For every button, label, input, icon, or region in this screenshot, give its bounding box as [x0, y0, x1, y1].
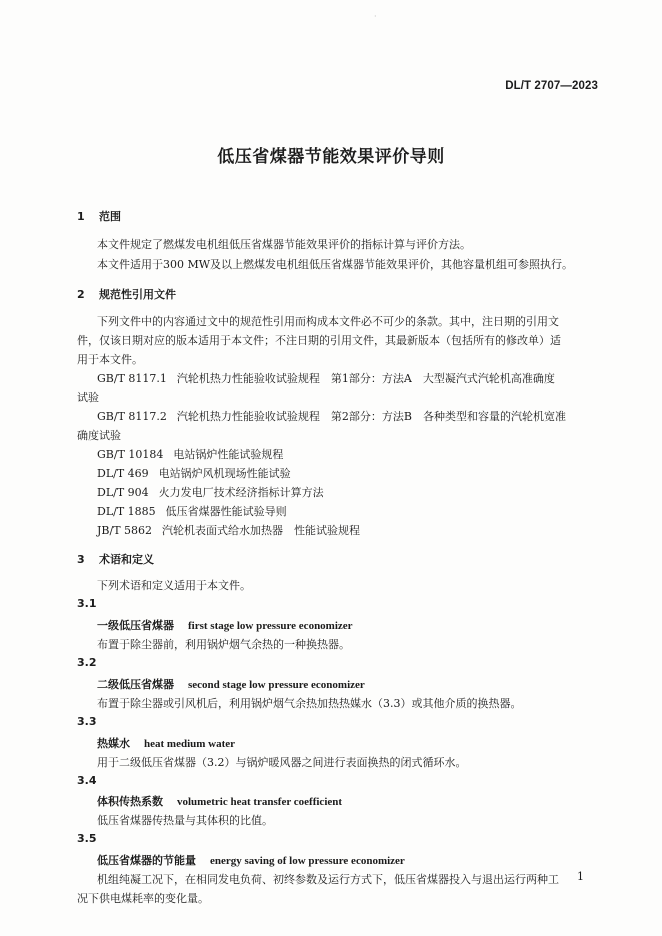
section-heading-normative-refs	[77, 286, 176, 302]
reference-item	[97, 370, 555, 386]
term-definition: 况下供电煤耗率的变化量。	[77, 892, 209, 905]
term-number: 3.3	[77, 715, 97, 728]
reference-code: JB/T 5862	[97, 524, 153, 537]
section-title: 术语和定义	[99, 553, 154, 566]
term-zh: 低压省煤器的节能量	[97, 854, 196, 867]
term-definition: 布置于除尘器前，利用锅炉烟气余热的一种换热器。	[97, 638, 350, 651]
reference-code: DL/T 469	[97, 467, 149, 480]
reference-title: 汽轮机表面式给水加热器 性能试验规程	[162, 524, 361, 537]
scan-mark: ·	[374, 12, 377, 21]
term-en: second stage low pressure economizer	[188, 679, 365, 691]
reference-item	[97, 503, 287, 519]
document-title: 低压省煤器节能效果评价导则	[217, 147, 445, 167]
reference-title: 汽轮机热力性能验收试验规程 第1部分：方法A 大型凝汽式汽轮机高准确度	[176, 372, 555, 385]
reference-title: 汽轮机热力性能验收试验规程 第2部分：方法B 各种类型和容量的汽轮机宽准	[176, 410, 566, 423]
reference-title-cont: 试验	[77, 391, 99, 404]
reference-code: DL/T 904	[97, 486, 149, 499]
term-definition: 用于二级低压省煤器（3.2）与锅炉暖风器之间进行表面换热的闭式循环水。	[97, 756, 467, 769]
reference-code: GB/T 8117.1	[97, 372, 167, 385]
page-number: 1	[577, 870, 584, 883]
reference-item	[97, 446, 283, 462]
term-zh: 二级低压省煤器	[97, 678, 174, 691]
reference-title: 电站锅炉风机现场性能试验	[158, 467, 291, 480]
document-number: DL/T 2707—2023	[505, 80, 598, 92]
reference-item	[97, 408, 566, 424]
term-en: volumetric heat transfer coefficient	[177, 796, 343, 808]
term-en: energy saving of low pressure economizer	[210, 855, 405, 867]
term-heading	[97, 676, 365, 692]
paragraph-line: 下列文件中的内容通过文中的规范性引用而构成本文件必不可少的条款。其中，注日期的引用文	[97, 315, 559, 328]
reference-item	[97, 484, 324, 500]
term-definition: 布置于除尘器或引风机后，利用锅炉烟气余热加热热媒水（3.3）或其他介质的换热器。	[97, 697, 522, 710]
term-zh: 体积传热系数	[97, 795, 163, 808]
term-heading	[97, 852, 405, 868]
term-en: heat medium water	[144, 738, 236, 750]
reference-title: 火力发电厂技术经济指标计算方法	[158, 486, 324, 499]
section-heading-terms	[77, 551, 154, 567]
paragraph-line: 件，仅该日期对应的版本适用于本文件；不注日期的引用文件，其最新版本（包括所有的修改单）适	[77, 334, 561, 347]
reference-item	[97, 522, 360, 538]
term-zh: 热媒水	[97, 737, 130, 750]
term-definition: 机组纯凝工况下，在相同发电负荷、初终参数及运行方式下，低压省煤器投入与退出运行两种工	[97, 873, 559, 886]
paragraph-line: 本文件适用于300 MW及以上燃煤发电机组低压省煤器节能效果评价，其他容量机组可参照执行。	[97, 258, 574, 271]
paragraph-line: 下列术语和定义适用于本文件。	[97, 579, 251, 592]
section-number: 2	[77, 288, 85, 301]
reference-title: 低压省煤器性能试验导则	[165, 505, 287, 518]
paragraph-line: 本文件规定了燃煤发电机组低压省煤器节能效果评价的指标计算与评价方法。	[97, 238, 471, 251]
reference-code: GB/T 10184	[97, 448, 164, 461]
term-en: first stage low pressure economizer	[188, 620, 353, 632]
term-number: 3.5	[77, 832, 97, 845]
reference-title-cont: 确度试验	[77, 429, 121, 442]
section-heading-scope	[77, 208, 121, 224]
paragraph-line: 用于本文件。	[77, 353, 143, 366]
reference-code: GB/T 8117.2	[97, 410, 167, 423]
section-title: 规范性引用文件	[99, 288, 176, 301]
section-number: 3	[77, 553, 85, 566]
term-number: 3.4	[77, 774, 97, 787]
term-number: 3.2	[77, 656, 97, 669]
reference-code: DL/T 1885	[97, 505, 156, 518]
reference-title: 电站锅炉性能试验规程	[173, 448, 284, 461]
term-number: 3.1	[77, 597, 97, 610]
term-heading	[97, 735, 235, 751]
section-number: 1	[77, 210, 85, 223]
section-title: 范围	[99, 210, 121, 223]
reference-item	[97, 465, 291, 481]
term-heading	[97, 617, 353, 633]
term-zh: 一级低压省煤器	[97, 619, 174, 632]
term-heading	[97, 793, 342, 809]
term-definition: 低压省煤器传热量与其体积的比值。	[97, 814, 273, 827]
